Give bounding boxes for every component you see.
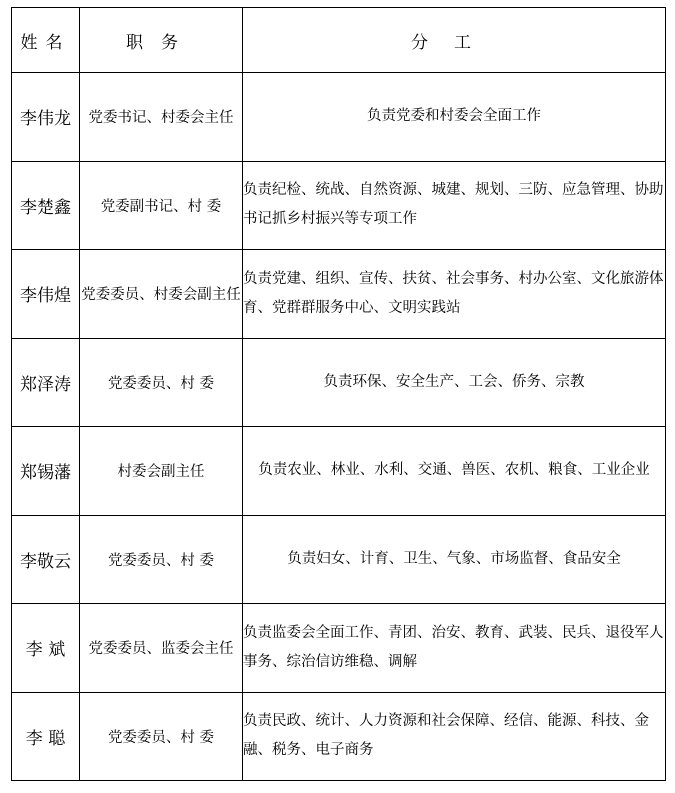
member-name: 李 斌 xyxy=(12,604,80,693)
member-duty: 负责监委会全面工作、青团、治安、教育、武装、民兵、退役军人事务、综治信访维稳、调解 xyxy=(243,604,666,693)
member-name: 李楚鑫 xyxy=(12,161,80,250)
member-duty: 负责党委和村委会全面工作 xyxy=(243,73,666,162)
member-role: 党委委员、村 委 xyxy=(80,338,243,427)
member-name: 郑锡藩 xyxy=(12,427,80,516)
table-row xyxy=(12,161,666,250)
table-row xyxy=(12,250,666,339)
member-role: 党委委员、村 委 xyxy=(80,515,243,604)
table-row xyxy=(12,515,666,604)
member-role: 党委委员、村 委 xyxy=(80,692,243,781)
member-role: 村委会副主任 xyxy=(80,427,243,516)
member-duty: 负责环保、安全生产、工会、侨务、宗教 xyxy=(243,338,666,427)
table-row xyxy=(12,338,666,427)
member-role: 党委书记、村委会主任 xyxy=(80,73,243,162)
table-row xyxy=(12,73,666,162)
member-name: 李 聪 xyxy=(12,692,80,781)
table-header-row xyxy=(12,8,666,73)
member-duty: 负责妇女、计育、卫生、气象、市场监督、食品安全 xyxy=(243,515,666,604)
member-name: 李伟龙 xyxy=(12,73,80,162)
table-row xyxy=(12,692,666,781)
member-duty: 负责农业、林业、水利、交通、兽医、农机、粮食、工业企业 xyxy=(243,427,666,516)
member-duty: 负责党建、组织、宣传、扶贫、社会事务、村办公室、文化旅游体育、党群群服务中心、文明实践站 xyxy=(243,250,666,339)
member-duty: 负责纪检、统战、自然资源、城建、规划、三防、应急管理、协助书记抓乡村振兴等专项工作 xyxy=(243,161,666,250)
member-duty: 负责民政、统计、人力资源和社会保障、经信、能源、科技、金融、税务、电子商务 xyxy=(243,692,666,781)
member-name: 李敬云 xyxy=(12,515,80,604)
member-role: 党委委员、监委会主任 xyxy=(80,604,243,693)
member-name: 李伟煌 xyxy=(12,250,80,339)
header-name: 姓名 xyxy=(12,8,80,73)
duty-assignment-table xyxy=(11,7,666,781)
header-duty: 分工 xyxy=(243,8,666,73)
header-role: 职务 xyxy=(80,8,243,73)
table-row xyxy=(12,427,666,516)
table-row xyxy=(12,604,666,693)
member-role: 党委副书记、村 委 xyxy=(80,161,243,250)
member-role: 党委委员、村委会副主任 xyxy=(80,250,243,339)
member-name: 郑泽涛 xyxy=(12,338,80,427)
